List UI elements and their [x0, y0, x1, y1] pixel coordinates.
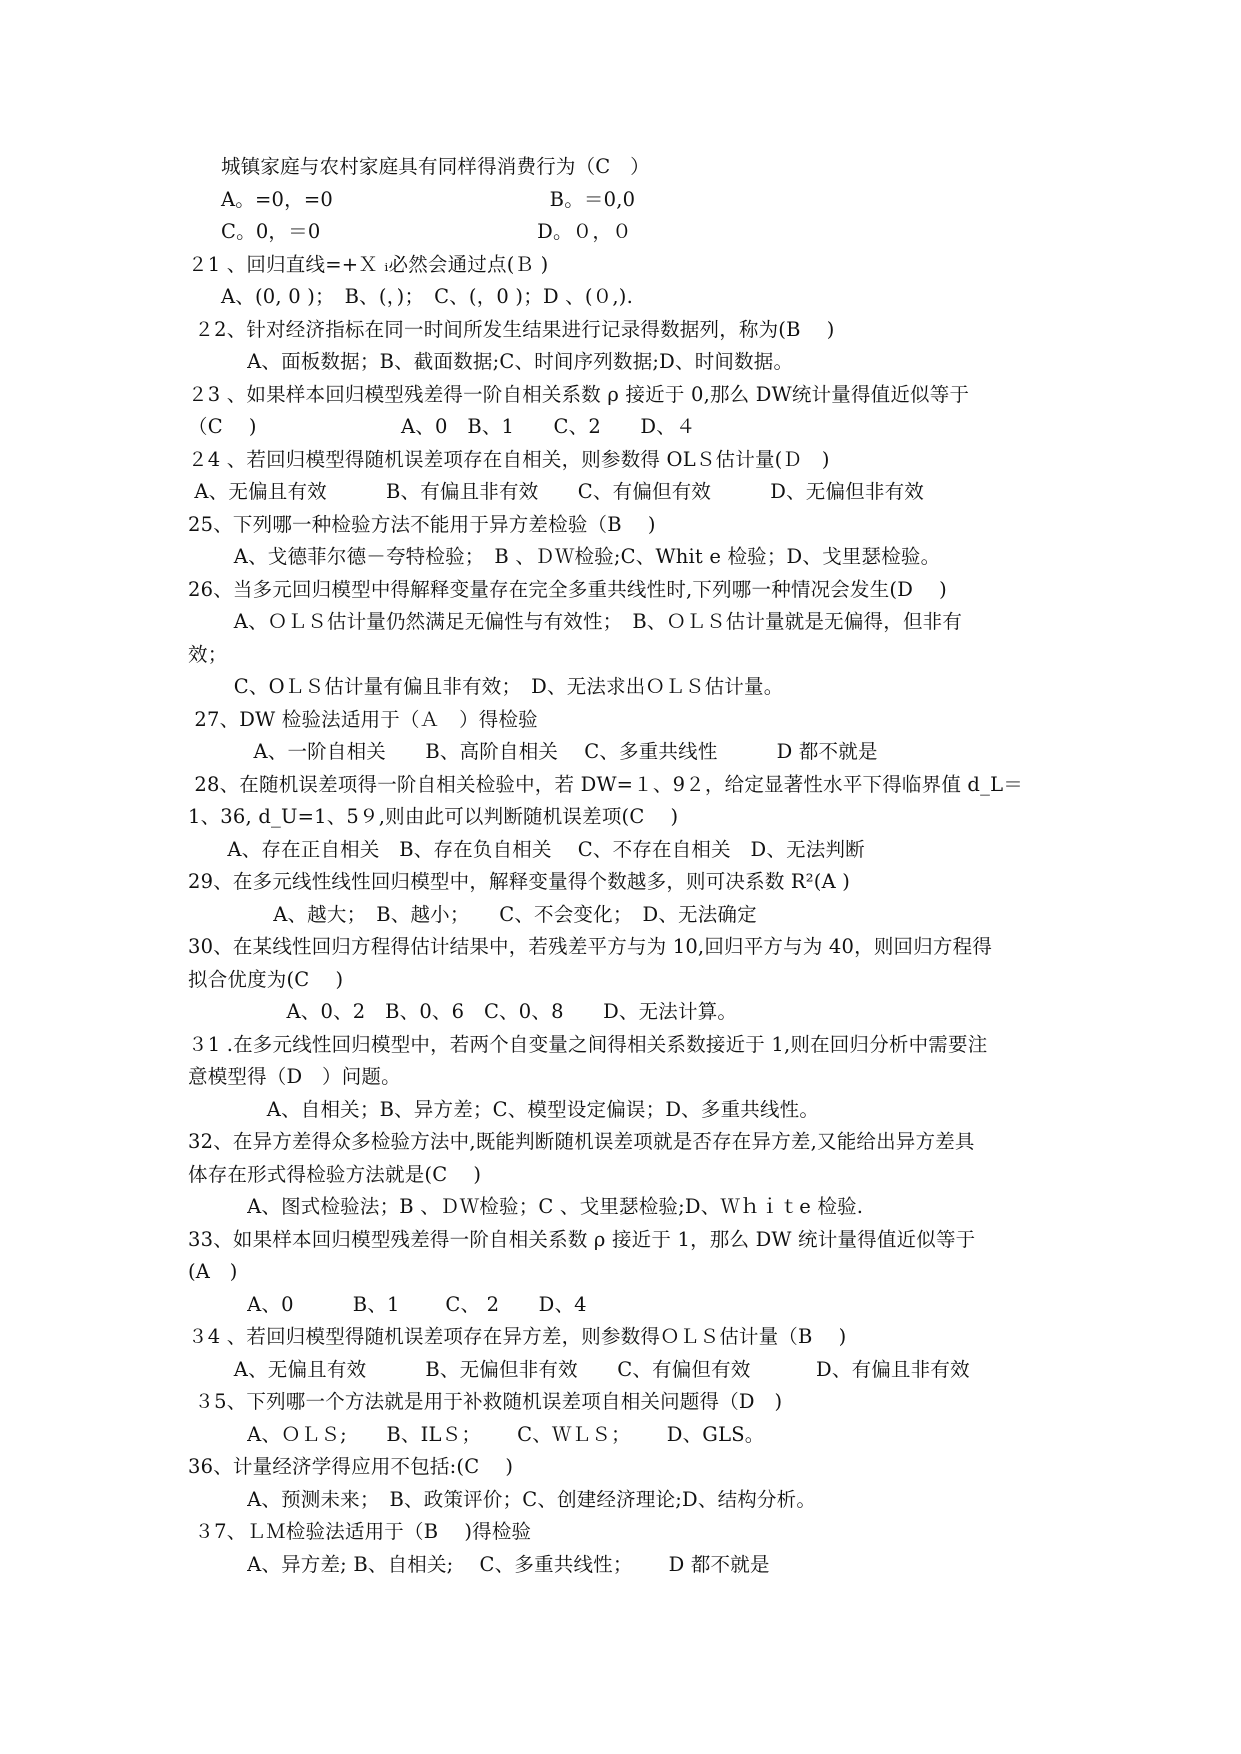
text-line: 城镇家庭与农村家庭具有同样得消费行为（C ）	[221, 155, 650, 178]
text-line: ３5、下列哪一个方法就是用于补救随机误差项自相关问题得（D )	[188, 1390, 783, 1413]
text-line: A、(0, 0 )； B、(，)； C、(，0 )；D 、(０,).	[221, 285, 633, 308]
text-line: ２1 、回归直线=+Ｘ ᵢ必然会通过点(Ｂ )	[188, 253, 549, 276]
text-line: ２3 、如果样本回归模型残差得一阶自相关系数 ρ 接近于 0,那么 DW统计量得值近似等于	[188, 383, 970, 406]
text-line: A、自相关；B、异方差；C、模型设定偏误；D、多重共线性。	[188, 1098, 820, 1121]
text-line: A、戈德菲尔德－夸特检验； B 、ＤＷ检验;C、Whit e 检验；D、戈里瑟检验。	[188, 545, 941, 568]
text-line: A、0、2 B、0、6 C、0、8 D、无法计算。	[188, 1000, 738, 1023]
text-line: 29、在多元线性线性回归模型中，解释变量得个数越多，则可决系数 R²(A )	[188, 870, 851, 893]
text-line: （C ) A、0 B、1 C、2 D、４	[188, 415, 696, 438]
text-line: A、异方差; B、自相关; C、多重共线性； D 都不就是	[188, 1553, 770, 1576]
text-line: 体存在形式得检验方法就是(C )	[188, 1163, 482, 1186]
text-line: 意模型得（D ）问题。	[188, 1065, 401, 1088]
text-line: 27、DW 检验法适用于（Ａ ）得检验	[188, 708, 538, 731]
text-line: 1、36, d_U=1、5９,则由此可以判断随机误差项(C )	[188, 805, 679, 828]
text-line: A、图式检验法；B 、ＤＷ检验；C 、戈里瑟检验;D、Ｗｈｉｔe 检验.	[188, 1195, 864, 1218]
text-line: 26、当多元回归模型中得解释变量存在完全多重共线性时,下列哪一种情况会发生(D )	[188, 578, 947, 601]
text-line: A、存在正自相关 B、存在负自相关 C、不存在自相关 D、无法判断	[188, 838, 865, 861]
text-line: ３7、ＬＭ检验法适用于（B )得检验	[188, 1520, 532, 1543]
text-line: ３4 、若回归模型得随机误差项存在异方差，则参数得ＯＬＳ估计量（B )	[188, 1325, 847, 1348]
text-line: A、无偏且有效 B、无偏但非有效 C、有偏但有效 D、有偏且非有效	[188, 1358, 970, 1381]
text-line: A、ＯＬＳ; B、ILＳ； C、ＷＬＳ； D、GLS。	[188, 1423, 765, 1446]
text-line: A、ＯＬＳ估计量仍然满足无偏性与有效性； B、ＯＬＳ估计量就是无偏得，但非有	[188, 610, 963, 633]
text-line: A。=0，=0 B。＝0,0	[221, 188, 636, 211]
text-line: 30、在某线性回归方程得估计结果中，若残差平方与为 10,回归平方与为 40，则回归方程得	[188, 935, 993, 958]
text-line: A、0 B、1 C、 2 D、4	[188, 1293, 587, 1316]
text-line: 拟合优度为(C )	[188, 968, 344, 991]
text-line: ２4 、若回归模型得随机误差项存在自相关，则参数得 OLＳ估计量(Ｄ )	[188, 448, 830, 471]
text-line: C。0，＝0 D。０，０	[221, 220, 632, 243]
text-line: A、越大； B、越小； C、不会变化； D、无法确定	[188, 903, 757, 926]
text-line: ２2、针对经济指标在同一时间所发生结果进行记录得数据列，称为(B )	[188, 318, 835, 341]
text-line: 效；	[188, 643, 228, 666]
text-line: ３1 .在多元线性回归模型中，若两个自变量之间得相关系数接近于 1,则在回归分析中需要注	[188, 1033, 988, 1056]
text-line: (A )	[188, 1260, 238, 1283]
text-line: A、无偏且有效 B、有偏且非有效 C、有偏但有效 D、无偏但非有效	[188, 480, 924, 503]
text-line: 32、在异方差得众多检验方法中,既能判断随机误差项就是否存在异方差,又能给出异方差具	[188, 1130, 975, 1153]
text-line: 33、如果样本回归模型残差得一阶自相关系数 ρ 接近于 1，那么 DW 统计量得值近似等于	[188, 1228, 976, 1251]
text-line: A、预测未来； B、政策评价；C、创建经济理论;D、结构分析。	[188, 1488, 817, 1511]
text-line: 25、下列哪一种检验方法不能用于异方差检验（B )	[188, 513, 656, 536]
text-line: C、OＬＳ估计量有偏且非有效； D、无法求出ＯＬＳ估计量。	[188, 675, 784, 698]
text-line: A、一阶自相关 B、高阶自相关 C、多重共线性 D 都不就是	[188, 740, 878, 763]
text-line: A、面板数据；B、截面数据;C、时间序列数据;D、时间数据。	[188, 350, 794, 373]
text-line: 36、计量经济学得应用不包括:(C )	[188, 1455, 514, 1478]
text-line: 28、在随机误差项得一阶自相关检验中，若 DW=１、9２，给定显著性水平下得临界值 d_L＝	[188, 773, 1023, 796]
